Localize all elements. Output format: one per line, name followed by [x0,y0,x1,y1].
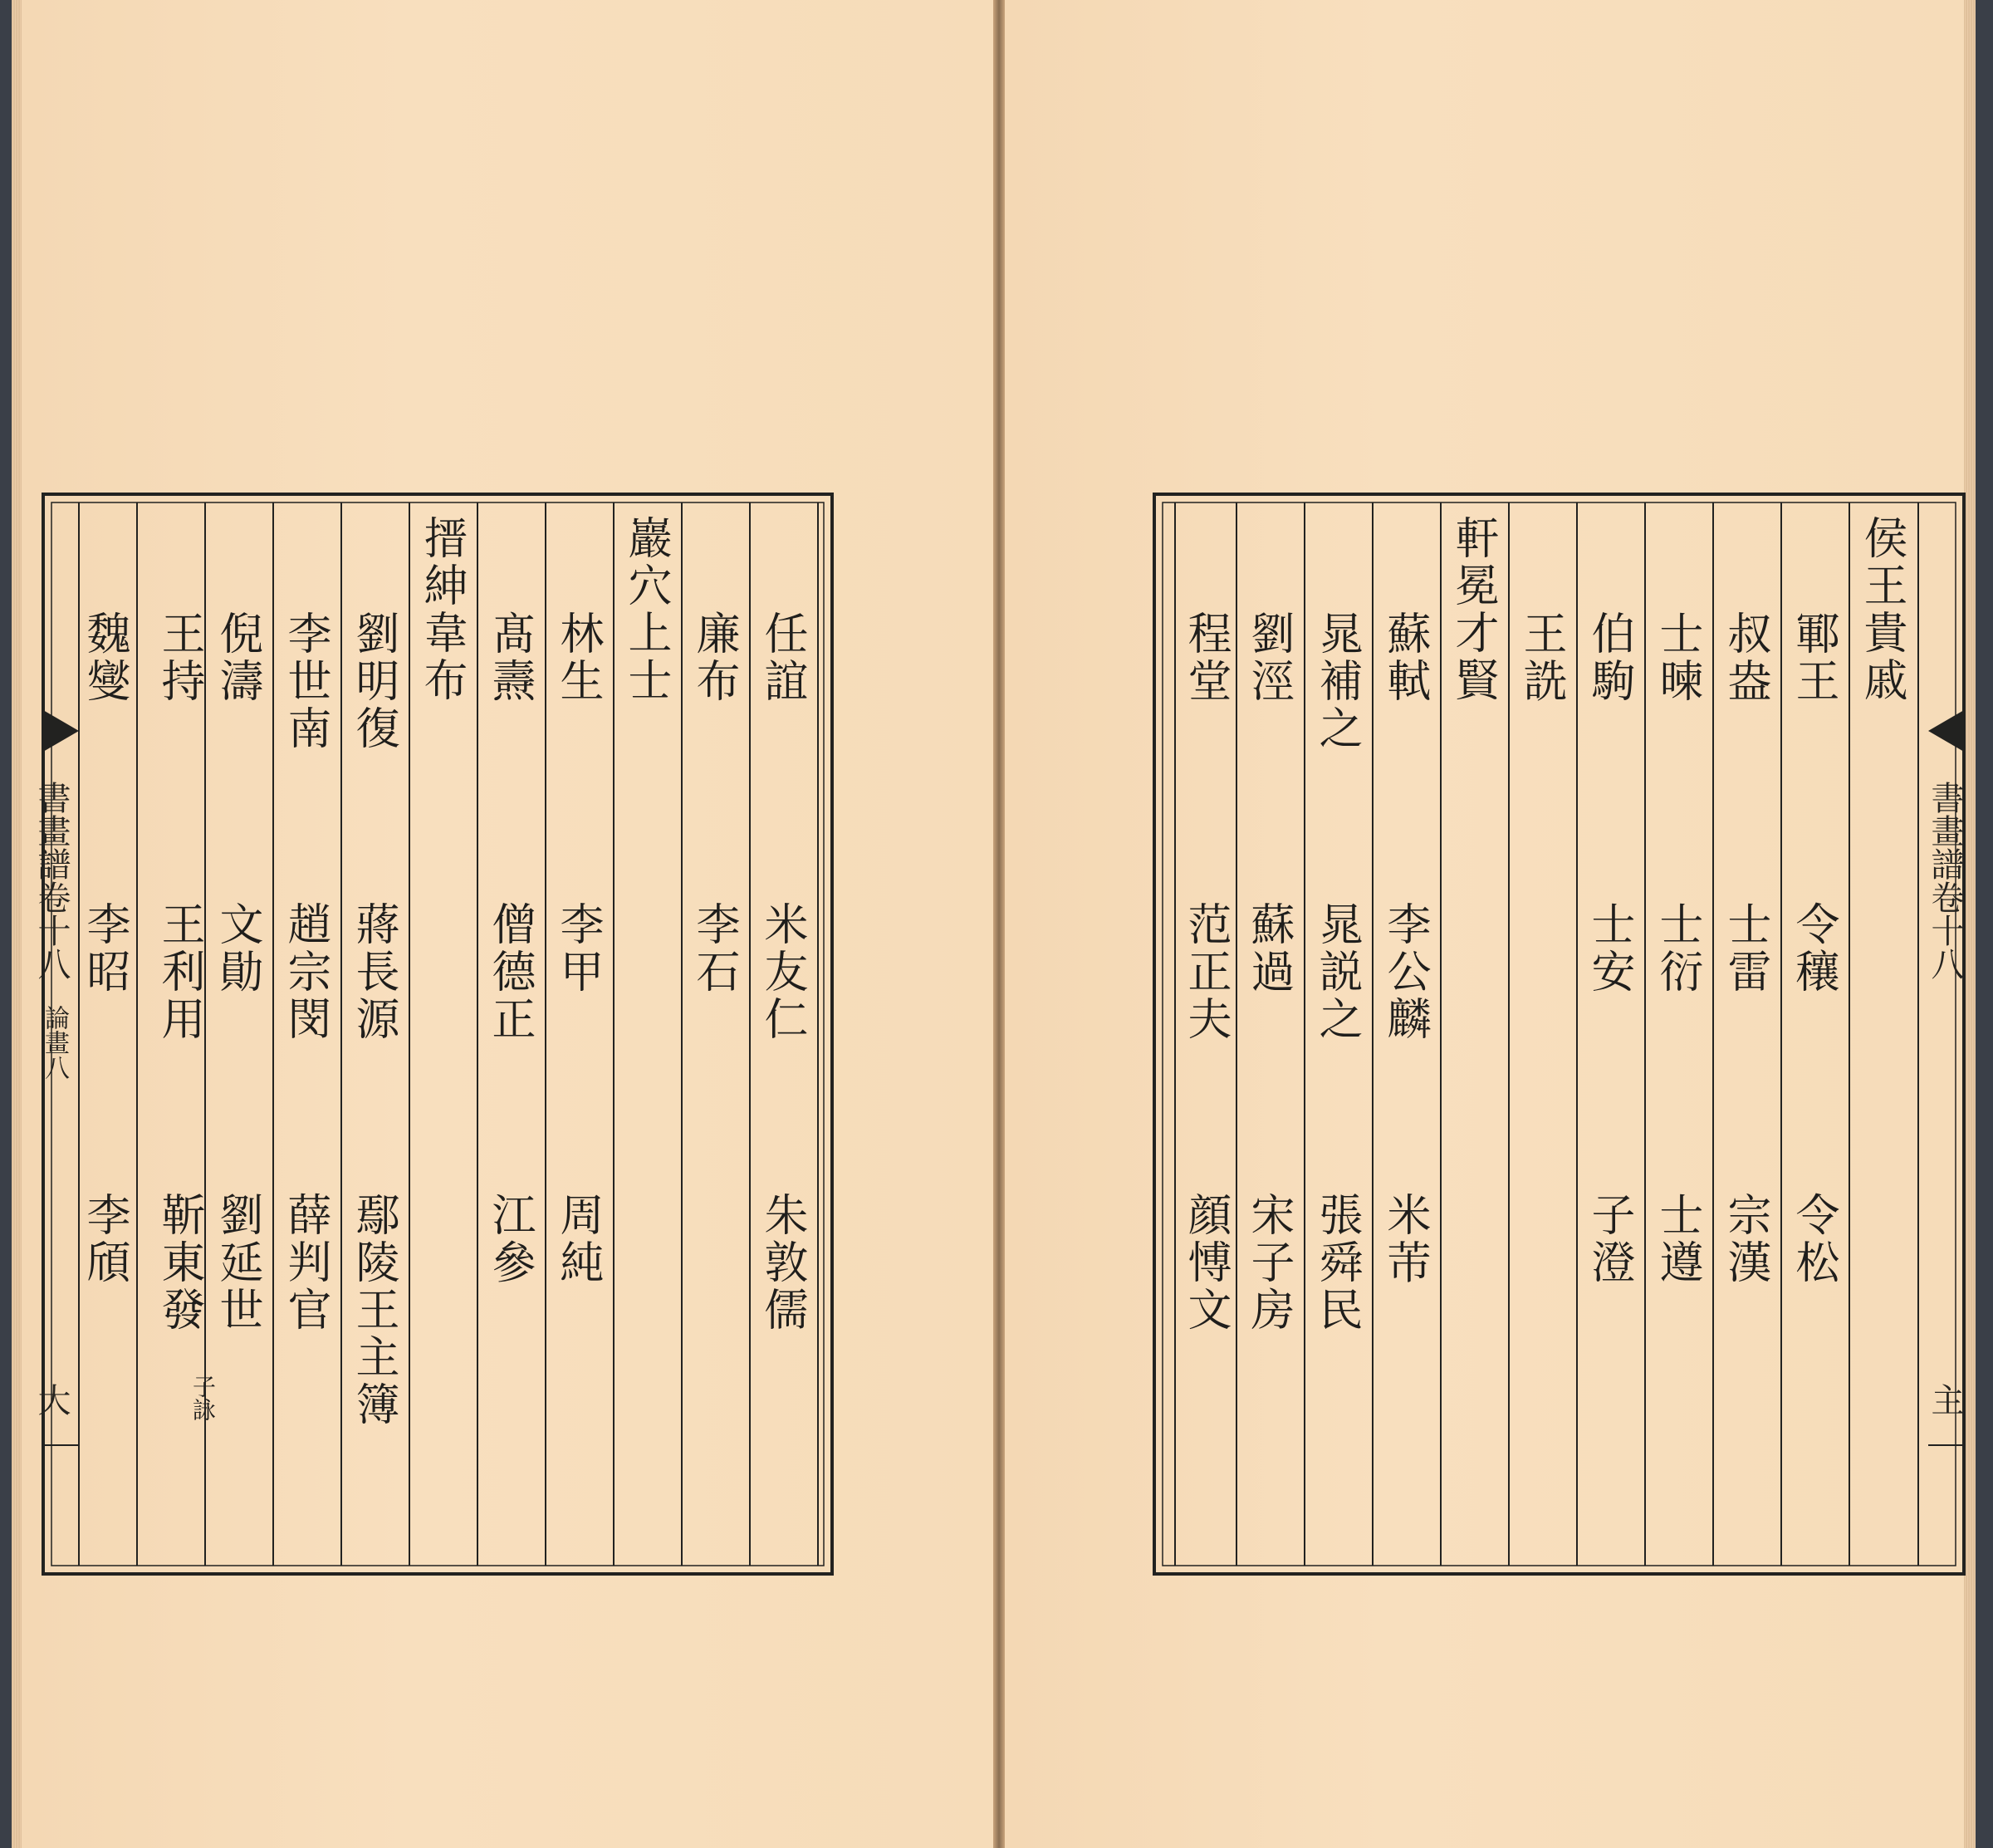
right-col-4-entry-1: 士暕 [1653,610,1703,705]
right-col-4-entry-2: 士衍 [1653,901,1703,996]
right-col-11-entry-1: 程堂 [1181,610,1232,705]
left-fish-tail-mark [43,710,79,752]
right-col-3-entry-2: 士雷 [1721,901,1771,996]
right-col-8-entry-1: 蘇軾 [1380,610,1431,705]
left-col-10-entry-2: 王利用 [154,901,205,1043]
right-fish-tail-mark [1928,710,1964,752]
right-col-8-entry-2: 李公麟 [1380,901,1431,1043]
left-col-7-entry-3: 鄢陵王主簿 [349,1192,399,1429]
left-col-7-entry-1: 劉明復 [349,610,399,752]
right-col-9-entry-2: 晁説之 [1312,901,1363,1043]
left-col-11-entry-3: 李頎 [80,1192,130,1287]
left-col-5-entry-1: 髙燾 [485,610,536,705]
right-col-10-entry-3: 宋子房 [1244,1192,1295,1334]
right-col-9-entry-1: 晁補之 [1312,610,1363,752]
left-col-6-heading: 搢紳韋布 [417,515,468,704]
right-col-3-entry-1: 叔盎 [1721,610,1771,705]
right-col-5-entry-3: 子澄 [1584,1192,1635,1287]
left-col-4-entry-1: 林生 [553,610,604,705]
left-col-10-annotation: 子詠 [189,1375,217,1421]
left-col-3-heading: 巖穴上士 [621,515,672,704]
left-col-11-entry-1: 魏燮 [80,610,130,705]
left-col-9-entry-3: 劉延世 [213,1192,263,1334]
left-col-10-entry-3: 靳東發 [154,1192,205,1334]
right-col-11-entry-3: 顔愽文 [1181,1192,1232,1334]
right-col-6-entry-1: 王詵 [1516,610,1567,705]
right-col-4-entry-3: 士遵 [1653,1192,1703,1287]
right-col-5-entry-2: 士安 [1584,901,1635,996]
right-margin-book-title: 書畫譜卷十八 [1926,781,1964,980]
left-col-8-entry-2: 趙宗閔 [281,901,331,1043]
left-margin-folio-number: 大 [32,1383,71,1416]
right-col-3-entry-3: 宗漢 [1721,1192,1771,1287]
right-col-7-heading: 軒冕才賢 [1448,515,1499,704]
left-col-5-entry-2: 僧德正 [485,901,536,1043]
left-margin-book-title: 書畫譜卷十八 [32,781,71,980]
left-col-11-entry-2: 李昭 [80,901,130,996]
right-col-8-entry-3: 米芾 [1380,1192,1431,1287]
left-col-1-entry-2: 米友仁 [757,901,808,1043]
right-col-10-entry-2: 蘇過 [1244,901,1295,996]
right-margin-folio-number: 主 [1926,1383,1964,1416]
left-col-10-entry-1: 王持 [154,610,205,705]
left-col-9-entry-1: 倪濤 [213,610,263,705]
left-col-9-entry-2: 文勛 [213,901,263,996]
right-col-11-entry-2: 范正夫 [1181,901,1232,1043]
left-col-2-entry-1: 廉布 [689,610,740,705]
right-col-2-entry-3: 令松 [1789,1192,1839,1287]
left-col-7-entry-2: 蔣長源 [349,901,399,1043]
right-col-2-entry-2: 令穰 [1789,901,1839,996]
left-col-4-entry-3: 周純 [553,1192,604,1287]
left-col-4-entry-2: 李甲 [553,901,604,996]
right-col-9-entry-3: 張舜民 [1312,1192,1363,1334]
left-col-1-entry-1: 任誼 [757,610,808,705]
right-col-1-heading: 侯王貴戚 [1857,515,1907,704]
right-col-10-entry-1: 劉涇 [1244,610,1295,705]
left-margin-section-title: 論畫八 [40,1005,69,1080]
right-col-5-entry-1: 伯駒 [1584,610,1635,705]
left-col-8-entry-3: 薛判官 [281,1192,331,1334]
left-col-1-entry-3: 朱敦儒 [757,1192,808,1334]
right-col-2-entry-1: 鄆王 [1789,610,1839,705]
left-col-2-entry-2: 李石 [689,901,740,996]
left-col-8-entry-1: 李世南 [281,610,331,752]
left-col-5-entry-3: 江參 [485,1192,536,1287]
